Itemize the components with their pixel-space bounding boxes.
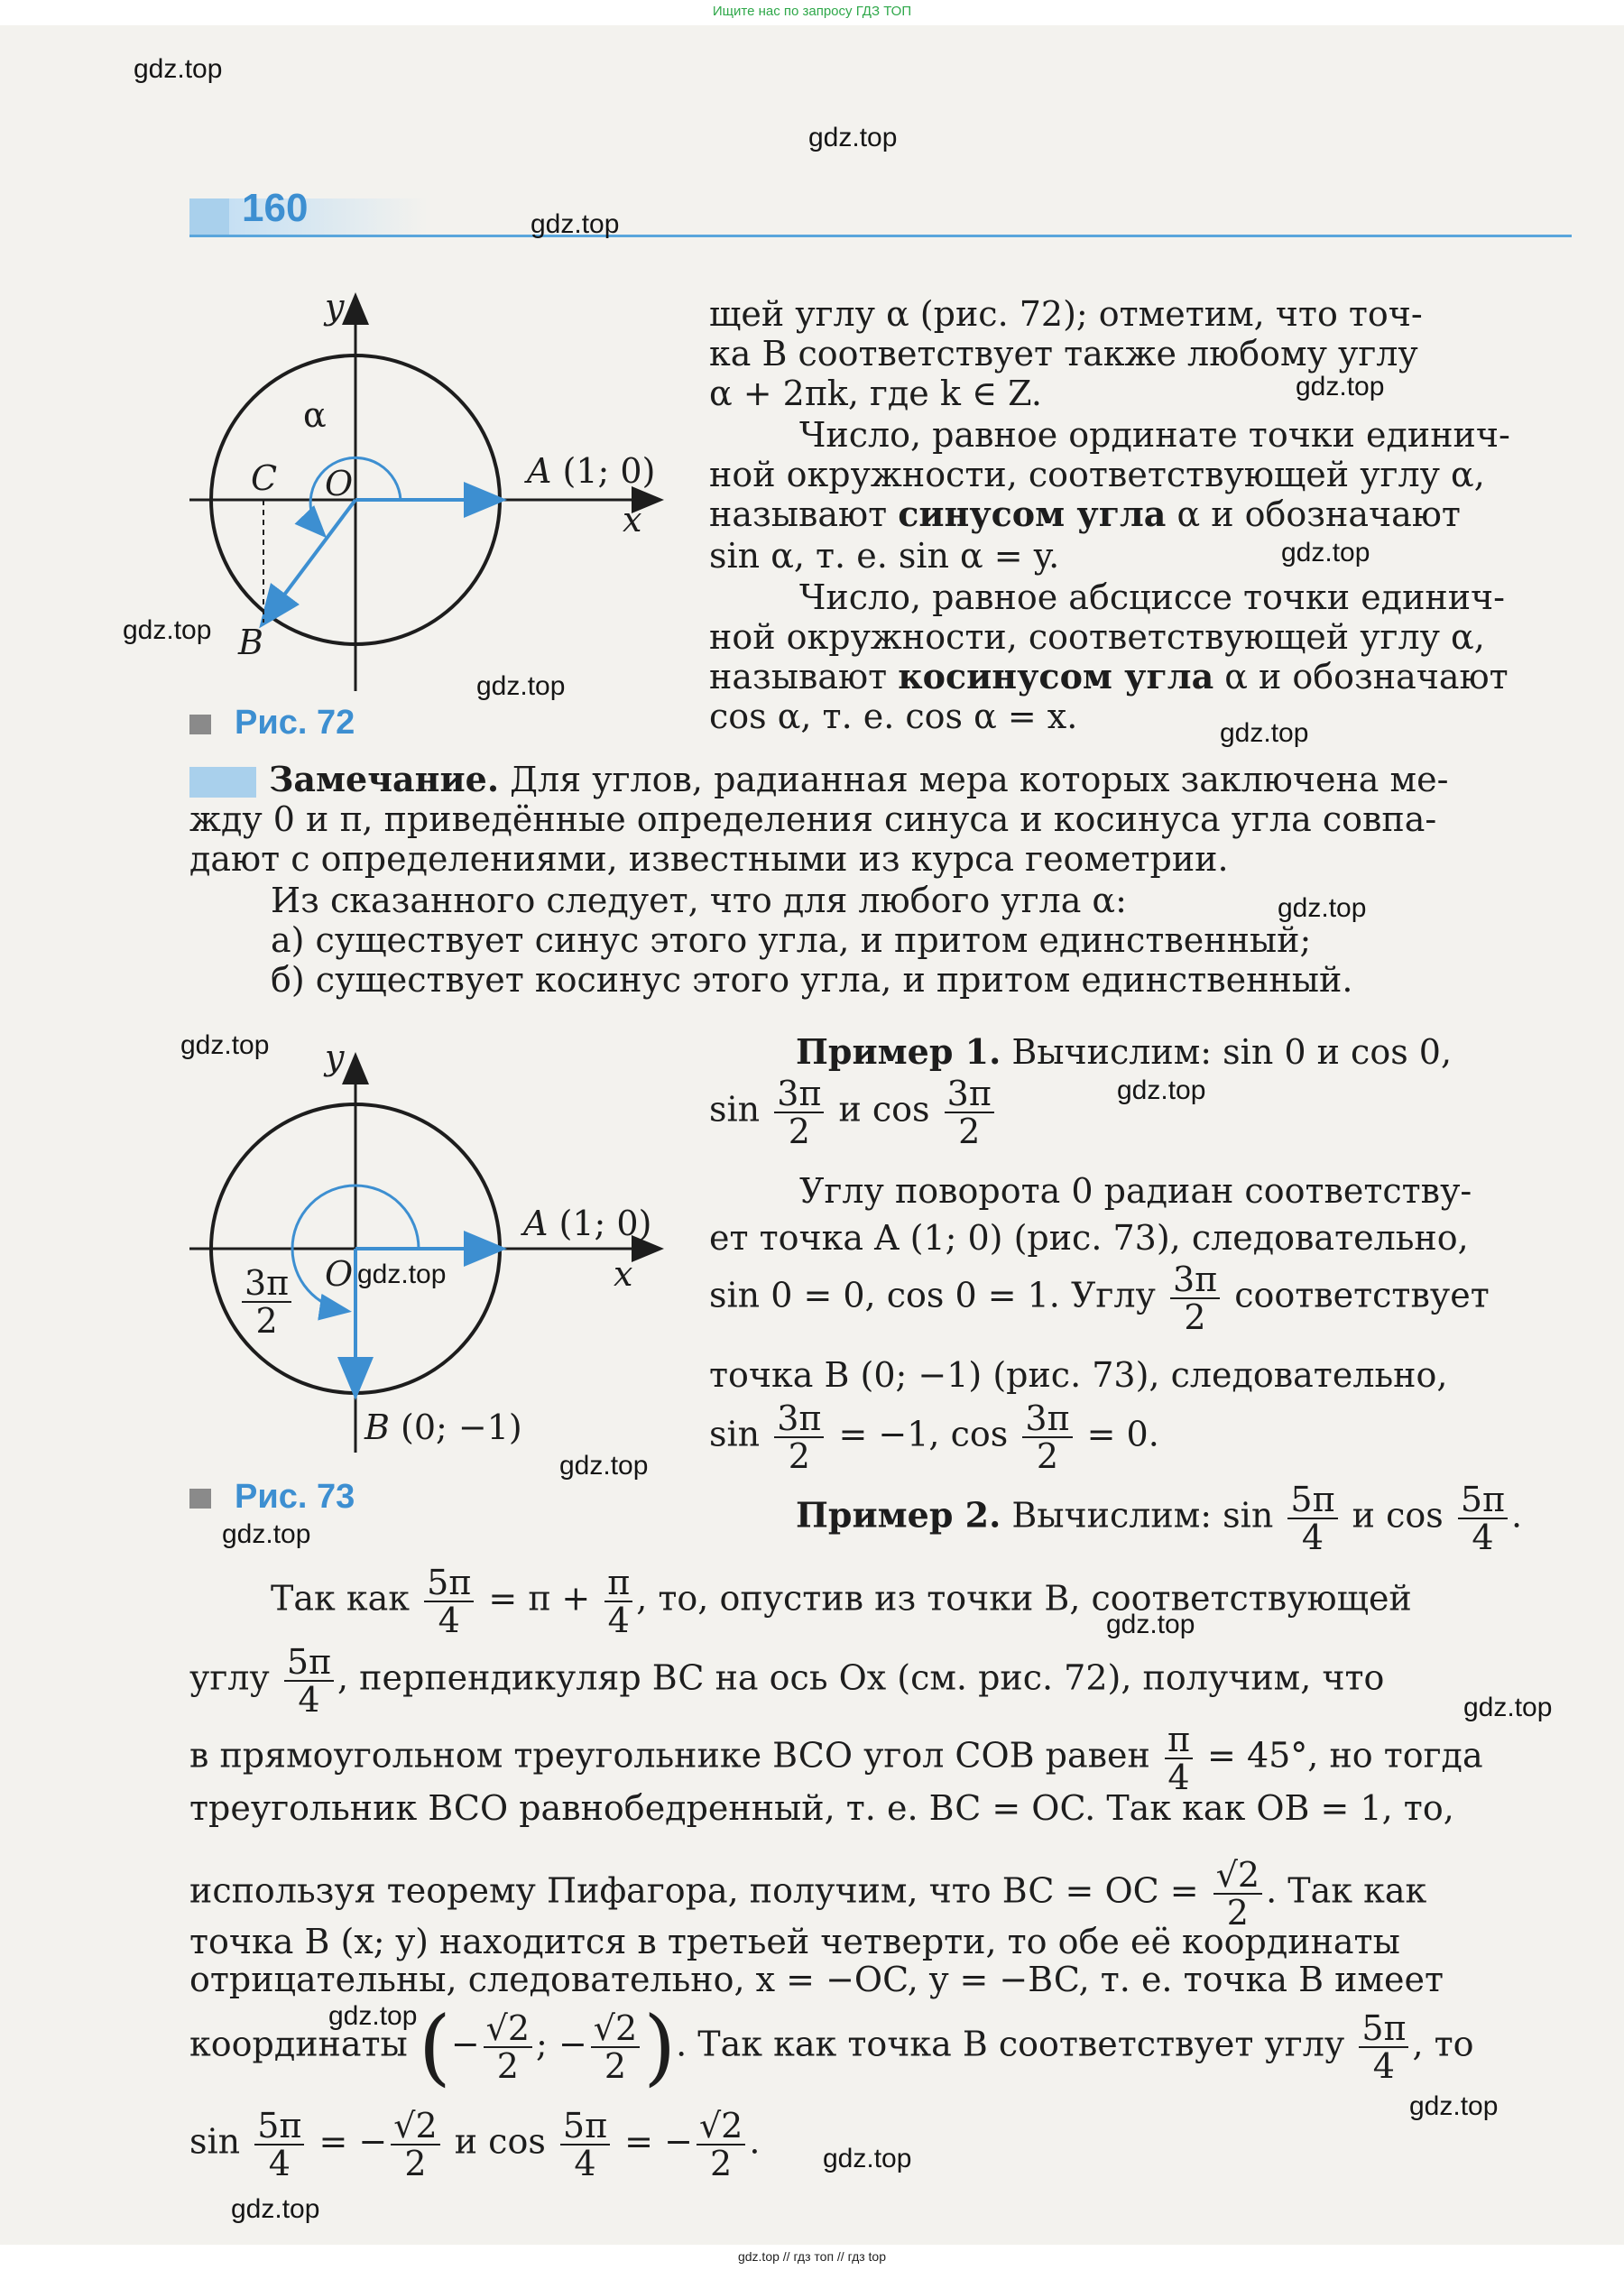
frac-den: 2 <box>604 2046 627 2086</box>
frac-num: 3π <box>1170 1261 1220 1299</box>
fig72-label-x: x <box>623 500 642 540</box>
text-part: и cos <box>454 2121 546 2162</box>
fig73-label-y: y <box>325 1038 345 1077</box>
frac-den: 2 <box>496 2046 519 2086</box>
frac-den: 2 <box>788 1112 810 1151</box>
watermark: gdz.top <box>231 2194 320 2224</box>
watermark: gdz.top <box>1220 718 1309 748</box>
frac-num: √2 <box>391 2108 439 2145</box>
frac-den: 2 <box>1184 1297 1206 1337</box>
page-header-band <box>189 193 1572 238</box>
frac-den: 4 <box>298 1680 320 1720</box>
frac-num: √2 <box>591 2010 640 2048</box>
term-sine: синусом угла <box>898 494 1167 534</box>
note-title: Замечание. <box>269 759 500 799</box>
text-part: . Так как <box>1266 1870 1427 1911</box>
frac-num: 3π <box>1022 1400 1072 1438</box>
text-part: = −1, cos <box>838 1414 1009 1454</box>
note-line3: дают с определениями, известными из курса геометрии. <box>189 839 1229 879</box>
frac-num: 3π <box>242 1265 291 1303</box>
example1-p-line5 <box>709 1400 1159 1474</box>
vector-ob <box>263 500 355 623</box>
p1-line1: щей углу α (рис. 72); отметим, что точ- <box>709 294 1423 334</box>
solution-line6: точка B (x; y) находится в третьей четверти, то обе её координаты <box>189 1922 1400 1961</box>
p2-text-end: α и обозначают <box>1166 494 1461 534</box>
solution-line5 <box>189 1857 1426 1931</box>
frac-num: 5π <box>560 2108 610 2145</box>
frac-den: 2 <box>958 1112 981 1151</box>
watermark: gdz.top <box>357 1260 447 1289</box>
term-cosine: косинусом угла <box>898 656 1214 697</box>
frac-num: 5π <box>1458 1481 1508 1519</box>
example1-title: Пример 1. <box>796 1031 1001 1072</box>
p3-text: называют <box>709 657 899 697</box>
text-part: = π + <box>488 1578 591 1619</box>
p1-line3: α + 2πk, где k ∈ Z. <box>709 374 1042 413</box>
frac-num: 5π <box>1287 1481 1337 1519</box>
watermark: gdz.top <box>531 209 620 239</box>
frac-den: 2 <box>404 2144 427 2183</box>
example2-title: Пример 2. <box>796 1494 1001 1536</box>
solution-line9: sin $\frac{5\pi}{4}$ = − $\frac{√2}{2}$ и cos $\frac{5\pi}{4}$ = − $\frac{√2}{2}$ . <box>189 2106 761 2183</box>
fig72-label-b: B <box>238 623 263 662</box>
frac-den: 2 <box>255 1301 278 1341</box>
frac-num: 5π <box>1359 2010 1408 2048</box>
fig72-caption: Рис. 72 <box>235 704 355 742</box>
example1-p-line3 <box>709 1261 1490 1335</box>
frac-den: 2 <box>788 1436 810 1476</box>
example1-line2 <box>709 1075 998 1149</box>
p3-line1: Число, равное абсциссе точки единич- <box>799 577 1506 617</box>
fig72-label-o: O <box>325 464 354 503</box>
text-part: = <box>318 2121 348 2162</box>
example1-p-line4: точка B (0; −1) (рис. 73), следовательно, <box>709 1355 1448 1395</box>
text-part: , перпендикуляр BC на ось Ox (см. рис. 72), получим, что <box>337 1657 1385 1698</box>
p3-line4: cos α, т. е. cos α = x. <box>709 697 1078 736</box>
frac-den: 4 <box>438 1601 460 1640</box>
text-part: используя теорему Пифагора, получим, что BC = OC = <box>189 1870 1199 1911</box>
frac-den: 4 <box>1167 1758 1190 1797</box>
top-banner: Ищите нас по запросу ГДЗ ТОП <box>712 4 912 19</box>
watermark: gdz.top <box>328 2001 418 2031</box>
note-line2: жду 0 и π, приведённые определения синуса и косинуса угла совпа- <box>189 799 1437 839</box>
fig72-label-a: A (1; 0) <box>527 451 656 491</box>
p2-line4: sin α, т. е. sin α = y. <box>709 536 1060 576</box>
text-part: углу <box>189 1657 270 1698</box>
frac-num: √2 <box>1213 1857 1262 1895</box>
frac-num: 5π <box>284 1644 334 1682</box>
text-part: sin 0 = 0, cos 0 = 1. Углу <box>709 1275 1156 1315</box>
minus-sign: − <box>450 2024 480 2064</box>
text-part: Вычислим: sin <box>1001 1495 1274 1536</box>
watermark: gdz.top <box>1106 1610 1195 1639</box>
note-marker <box>189 767 256 798</box>
header-marker <box>189 198 229 235</box>
semicolon: ; <box>536 2024 548 2064</box>
frac-num: 3π <box>774 1075 824 1113</box>
p2-text: называют <box>709 494 899 534</box>
text-part: Так как <box>271 1578 410 1619</box>
text-part: = − <box>624 2121 693 2162</box>
frac-den: 4 <box>574 2144 596 2183</box>
p1-line2: ка B соответствует также любому углу <box>709 334 1418 374</box>
fig72-label-y: y <box>325 287 345 327</box>
watermark: gdz.top <box>808 123 898 152</box>
solution-line2 <box>189 1644 1384 1718</box>
example1-text: Вычислим: sin 0 и cos 0, <box>1001 1032 1453 1072</box>
frac-den: 2 <box>1226 1893 1249 1933</box>
watermark: gdz.top <box>559 1451 649 1481</box>
watermark: gdz.top <box>222 1519 311 1549</box>
solution-line1 <box>271 1564 1412 1638</box>
p3-line2: ной окружности, соответствующей углу α, <box>709 617 1485 657</box>
page-number: 160 <box>242 186 309 230</box>
watermark: gdz.top <box>134 54 223 84</box>
fig73-label-a: A (1; 0) <box>523 1204 652 1243</box>
fig72-label-alpha: α <box>303 395 327 435</box>
fig73-label-b: B (0; −1) <box>364 1407 522 1447</box>
p3-line3 <box>709 657 1509 697</box>
sin-label: sin <box>709 1089 761 1130</box>
fig73-label-o: O <box>325 1254 354 1294</box>
watermark: gdz.top <box>180 1030 270 1060</box>
watermark: gdz.top <box>1281 538 1370 568</box>
watermark: gdz.top <box>476 671 566 701</box>
p3-text-end: α и обозначают <box>1213 657 1509 697</box>
frac-den: 4 <box>1472 1518 1494 1557</box>
example1-p-line2: ет точка A (1; 0) (рис. 73), следовательно, <box>709 1218 1469 1258</box>
consequence-line2: а) существует синус этого угла, и притом единственный; <box>271 920 1312 960</box>
text-part: sin <box>189 2121 241 2162</box>
p2-line3 <box>709 494 1461 534</box>
p2-line1: Число, равное ординате точки единич- <box>799 415 1510 455</box>
frac-den: 4 <box>607 1601 630 1640</box>
note-text: Для углов, радианная мера которых заключена ме- <box>499 760 1449 799</box>
header-rule <box>189 235 1572 237</box>
text-part: sin <box>709 1414 761 1454</box>
fig72-label-c: C <box>251 458 278 498</box>
solution-line4: треугольник BCO равнобедренный, т. е. BC = OC. Так как OB = 1, то, <box>189 1788 1454 1828</box>
watermark: gdz.top <box>123 615 212 645</box>
left-paren: ( <box>418 1998 451 2095</box>
p2-line2: ной окружности, соответствующей углу α, <box>709 455 1485 494</box>
caption-marker <box>189 1489 211 1509</box>
solution-line7: отрицательны, следовательно, x = −OC, y = −BC, т. е. точка B имеет <box>189 1960 1444 1999</box>
fig73-label-angle <box>238 1265 295 1339</box>
right-paren: ) <box>643 1998 677 2095</box>
watermark: gdz.top <box>823 2144 912 2173</box>
text-part: , то, опустив из точки B, соответствующей <box>636 1578 1412 1619</box>
consequence-line3: б) существует косинус этого угла, и притом единственный. <box>271 960 1353 1000</box>
frac-den: 4 <box>1372 2046 1395 2086</box>
bottom-banner: gdz.top // гдз топ // гдз top <box>737 2249 887 2264</box>
frac-num: 3π <box>774 1400 824 1438</box>
text-part: соответствует <box>1234 1275 1490 1315</box>
text-part: = 0. <box>1086 1414 1159 1454</box>
example1-line1 <box>796 1032 1452 1072</box>
minus-sign: − <box>558 2024 587 2064</box>
frac-num: 3π <box>945 1075 994 1113</box>
frac-den: 2 <box>710 2144 733 2183</box>
solution-line3 <box>189 1721 1483 1795</box>
text-part: в прямоугольном треугольнике BCO угол COB равен <box>189 1735 1150 1776</box>
example1-p-line1: Углу поворота 0 радиан соответству- <box>799 1171 1472 1211</box>
and-cos-label: и cos <box>838 1089 930 1130</box>
note-line1 <box>269 760 1448 799</box>
frac-num: π <box>1165 1721 1193 1759</box>
frac-num: π <box>604 1564 632 1602</box>
frac-den: 4 <box>1301 1518 1324 1557</box>
watermark: gdz.top <box>1296 372 1385 401</box>
caption-marker <box>189 715 211 734</box>
text-part: координаты <box>189 2024 408 2064</box>
consequence-line1: Из сказанного следует, что для любого угла α: <box>271 881 1127 920</box>
frac-num: √2 <box>697 2108 745 2145</box>
text-part: и cos <box>1352 1495 1444 1536</box>
fig73-label-x: x <box>614 1254 633 1294</box>
minus-sign: − <box>358 2121 388 2162</box>
frac-num: 5π <box>254 2108 304 2145</box>
frac-den: 2 <box>1036 1436 1059 1476</box>
watermark: gdz.top <box>1463 1693 1553 1722</box>
fig73-caption: Рис. 73 <box>235 1478 355 1516</box>
frac-num: 5π <box>424 1564 474 1602</box>
text-part: . Так как точка B соответствует углу <box>676 2024 1345 2064</box>
watermark: gdz.top <box>1117 1075 1206 1105</box>
frac-den: 4 <box>268 2144 291 2183</box>
example2-line1: Пример 2. Вычислим: sin $\frac{5\pi}{4}$ и cos $\frac{5\pi}{4}$ . <box>796 1480 1523 1557</box>
watermark: gdz.top <box>1409 2091 1499 2121</box>
watermark: gdz.top <box>1278 893 1367 923</box>
text-part: = 45°, но тогда <box>1207 1735 1483 1776</box>
frac-num: √2 <box>484 2010 532 2048</box>
text-part: , то <box>1412 2024 1474 2064</box>
